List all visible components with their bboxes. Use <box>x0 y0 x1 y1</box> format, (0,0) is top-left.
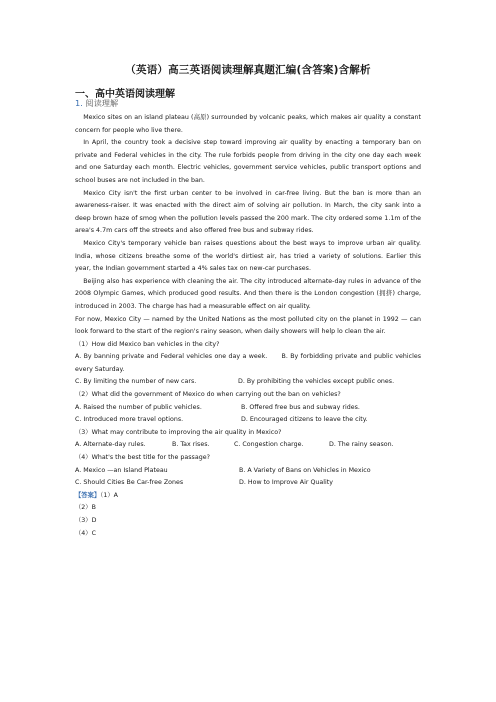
option-row <box>75 414 421 427</box>
answer-1: （1）A <box>100 491 118 499</box>
passage-paragraph: Mexico sites on an island plateau (高原) surrounded by volcanic peaks, which makes air quality a constant concern for people who live there. <box>75 114 421 134</box>
option-d: D. How to Improve Air Quality <box>239 479 333 487</box>
option-c: C. Introduced more travel options. <box>75 416 184 424</box>
option-b: B. Offered free bus and subway rides. <box>241 403 360 411</box>
answer-line <box>75 490 421 503</box>
option-c: C. Congestion charge. <box>234 441 304 449</box>
option-row <box>75 376 421 389</box>
answer-2: （2）B <box>75 504 96 512</box>
passage-paragraph: Mexico City isn't the first urban center to be involved in car-free living. But the ban is more than an awareness-raiser. It was enacted with the direct aim of solving air pollution. In March, the city sank into a deep brown haze of smog when the pollution levels passed the 200 mark. The city ordered some 1.1m of the area's 4.7m cars off the streets and also offered free bus and subway rides. <box>75 189 421 235</box>
question-stem: （3）What may contribute to improving the air quality in Mexico? <box>75 428 282 436</box>
question-stem: （1）How did Mexico ban vehicles in the city? <box>75 340 220 348</box>
question-stem: （4）What's the best title for the passage? <box>75 454 210 462</box>
option-a: A. Raised the number of public vehicles. <box>75 403 202 411</box>
option-row <box>75 465 421 478</box>
option-c: C. By limiting the number of new cars. <box>75 378 197 386</box>
option-b: B. Tax rises. <box>172 441 210 449</box>
option-row <box>75 351 421 376</box>
option-a: A. By banning private and Federal vehicles one day a week. <box>75 353 268 361</box>
option-b: B. A Variety of Bans on Vehicles in Mexico <box>239 466 371 474</box>
document-body <box>75 112 421 540</box>
passage-paragraph: For now, Mexico City — named by the United Nations as the most polluted city on the planet in 1992 — can look forward to the start of the region's rainy season, when daily showers will help lo clean the air. <box>75 315 421 336</box>
option-row <box>75 402 421 415</box>
answer-4: （4）C <box>75 529 96 537</box>
document-title: （英语）高三英语阅读理解真题汇编(含答案)含解析 <box>125 64 371 76</box>
passage-paragraph: Beijing also has experience with cleaning the air. The city introduced alternate-day rules in advance of the 2008 Olympic Games, which produced good results. And then there is the London congestion (拥挤) charge, introduced in 2003. The charge has had a measurable effect on air quality. <box>75 277 421 310</box>
option-b: B. By forbidding private and public vehicles every Saturday. <box>75 353 422 373</box>
passage-paragraph: In April, the country took a decisive step toward improving air quality by enacting a temporary ban on private and Federal vehicles in the city. The rule forbids people from driving in the city one day each week and one Saturday each month. Electric vehicles, government service vehicles, public transport options and school buses are not included in the ban. <box>75 139 421 184</box>
section-heading: 一、高中英语阅读理解 <box>75 89 175 100</box>
passage-paragraph: Mexico City's temporary vehicle ban raises questions about the best ways to improve urban air quality. India, whose citizens breathe some of the world's dirtiest air, has tried a variety of solutions. Earlier this year, the Indian government started a 4% sales tax on new-car purchases. <box>75 239 421 273</box>
option-d: D. By prohibiting the vehicles except public ones. <box>238 378 395 386</box>
question-number: 1. <box>75 98 83 108</box>
option-row <box>75 477 421 490</box>
option-a: A. Alternate-day rules. <box>75 441 146 449</box>
answer-tag: 【答案】 <box>75 491 101 499</box>
option-c: C. Should Cities Be Car-free Zones <box>75 479 184 487</box>
option-d: D. Encouraged citizens to leave the city. <box>241 416 368 424</box>
option-a: A. Mexico —an Island Plateau <box>75 466 168 474</box>
option-row <box>75 439 421 452</box>
option-d: D. The rainy season. <box>329 441 394 449</box>
question-stem: （2）What did the government of Mexico do when carrying out the ban on vehicles? <box>75 391 341 399</box>
question-label <box>75 98 118 109</box>
answer-3: （3）D <box>75 517 97 524</box>
question-type: 阅读理解 <box>85 98 119 108</box>
